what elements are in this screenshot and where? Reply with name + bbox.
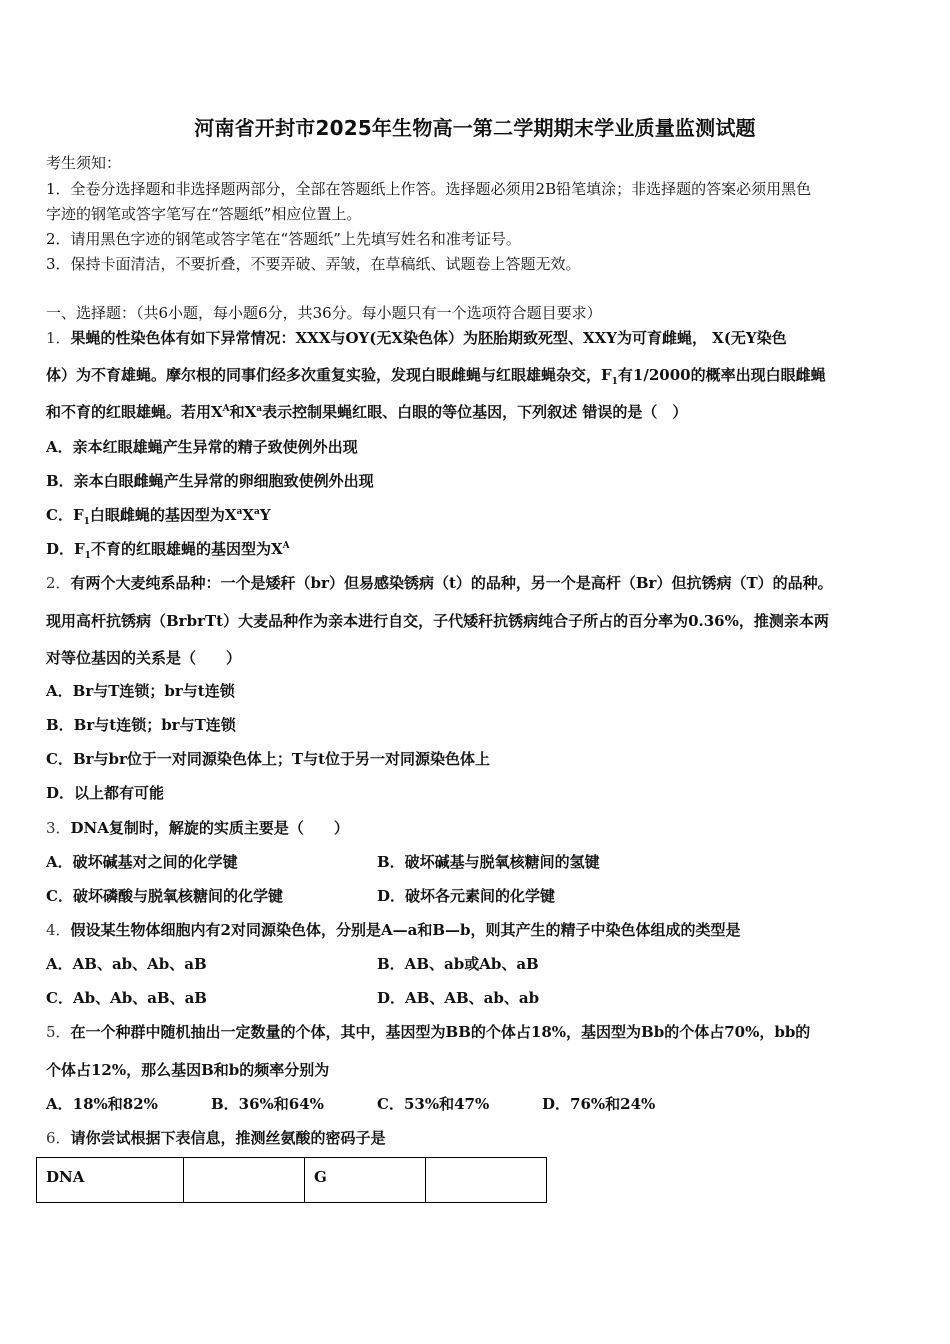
question-4-option-c: C．Ab、Ab、aB、aB [46,989,207,1007]
question-3-stem: 3．DNA复制时，解旋的实质主要是（ ） [46,819,349,837]
question-number: 6． [46,1129,71,1147]
question-5-option-a: A．18%和82% [46,1095,158,1113]
page-title: 河南省开封市2025年生物高一第二学期期末学业质量监测试题 [194,116,756,140]
notice-item-1-line-1: 1．全卷分选择题和非选择题两部分，全部在答题纸上作答。选择题必须用2B铅笔填涂；非选择题的答案必须用黑色 [46,180,812,198]
question-5-option-c: C．53%和47% [377,1095,490,1113]
question-4-option-d: D．AB、AB、ab、ab [377,989,540,1007]
notice-heading: 考生须知： [46,154,122,172]
question-1-line-1: 1．果蝇的性染色体有如下异常情况：XXX与OY(无X染色体）为胚胎期致死型、XXY为可育雌蝇， X(无Y染色 [46,329,787,347]
notice-item-3: 3．保持卡面清洁，不要折叠，不要弄破、弄皱，在草稿纸、试题卷上答题无效。 [46,255,581,273]
question-1-option-c: C．$F_1$白眼雌蝇的基因型为$X^aX^aY$ [46,506,271,527]
question-1-option-d: D．$F_1$不育的红眼雄蝇的基因型为$X^A$ [46,540,290,561]
question-4-stem: 4．假设某生物体细胞内有2对同源染色体，分别是A—a和B—b，则其产生的精子中染色体组成的类型是 [46,921,741,939]
question-5-line-1: 5．在一个种群中随机抽出一定数量的个体，其中，基因型为BB的个体占18%，基因型为Bb的个体占70%，bb的 [46,1023,811,1041]
question-3-option-b: B．破坏碱基与脱氧核糖间的氢键 [377,853,600,871]
table-cell: DNA [37,1158,184,1203]
question-2-line-3: 对等位基因的关系是（ ） [46,649,242,667]
question-6-stem: 6．请你尝试根据下表信息，推测丝氨酸的密码子是 [46,1129,386,1147]
question-3-option-a: A．破坏碱基对之间的化学键 [46,853,238,871]
question-4-option-b: B．AB、ab或Ab、aB [377,955,539,973]
question-2-option-c: C．Br与br位于一对同源染色体上；T与t位于另一对同源染色体上 [46,750,491,768]
question-2-line-2: 现用高杆抗锈病（BrbrTt）大麦品种作为亲本进行自交，子代矮秆抗锈病纯合子所占的百分率为0.36%，推测亲本两 [46,612,829,630]
table-cell [426,1158,547,1203]
question-2-option-a: A．Br与T连锁；br与t连锁 [46,682,235,700]
question-5-option-d: D．76%和24% [542,1095,656,1113]
codon-table [36,1157,547,1203]
section-heading: 一、选择题：（共6小题，每小题6分，共36分。每小题只有一个选项符合题目要求） [46,304,602,322]
question-2-option-b: B．Br与t连锁；br与T连锁 [46,716,236,734]
question-2-line-1: 2．有两个大麦纯系品种：一个是矮秆（br）但易感染锈病（t）的品种，另一个是高杆（Br）但抗锈病（T）的品种。 [46,574,833,592]
question-2-option-d: D．以上都有可能 [46,784,165,802]
notice-item-1-line-2: 字迹的钢笔或答字笔写在“答题纸”相应位置上。 [46,205,362,223]
question-1-line-3: 和不育的红眼雄蝇。若用$X^A$和$X^a$表示控制果蝇红眼、白眼的等位基因，下列叙述 错误的是（ ） [46,403,688,421]
question-3-option-d: D．破坏各元素间的化学键 [377,887,556,905]
question-number: 4． [46,921,71,939]
question-number: 1． [46,329,71,347]
question-5-line-2: 个体占12%，那么基因B和b的频率分别为 [46,1061,330,1079]
question-number: 3． [46,819,71,837]
question-1-option-b: B．亲本白眼雌蝇产生异常的卵细胞致使例外出现 [46,472,374,490]
table-cell [184,1158,305,1203]
question-1-option-a: A．亲本红眼雄蝇产生异常的精子致使例外出现 [46,438,358,456]
table-cell: G [305,1158,426,1203]
question-number: 5． [46,1023,71,1041]
question-number: 2． [46,574,71,592]
question-4-option-a: A．AB、ab、Ab、aB [46,955,207,973]
table-row [37,1158,547,1203]
question-1-line-2: 体）为不育雄蝇。摩尔根的同事们经多次重复实验，发现白眼雌蝇与红眼雄蝇杂交，$F_1$有1/2000的概率出现白眼雌蝇 [46,366,826,387]
question-3-option-c: C．破坏磷酸与脱氧核糖间的化学键 [46,887,283,905]
notice-item-2: 2．请用黑色字迹的钢笔或答字笔在“答题纸”上先填写姓名和准考证号。 [46,230,521,248]
question-5-option-b: B．36%和64% [211,1095,324,1113]
